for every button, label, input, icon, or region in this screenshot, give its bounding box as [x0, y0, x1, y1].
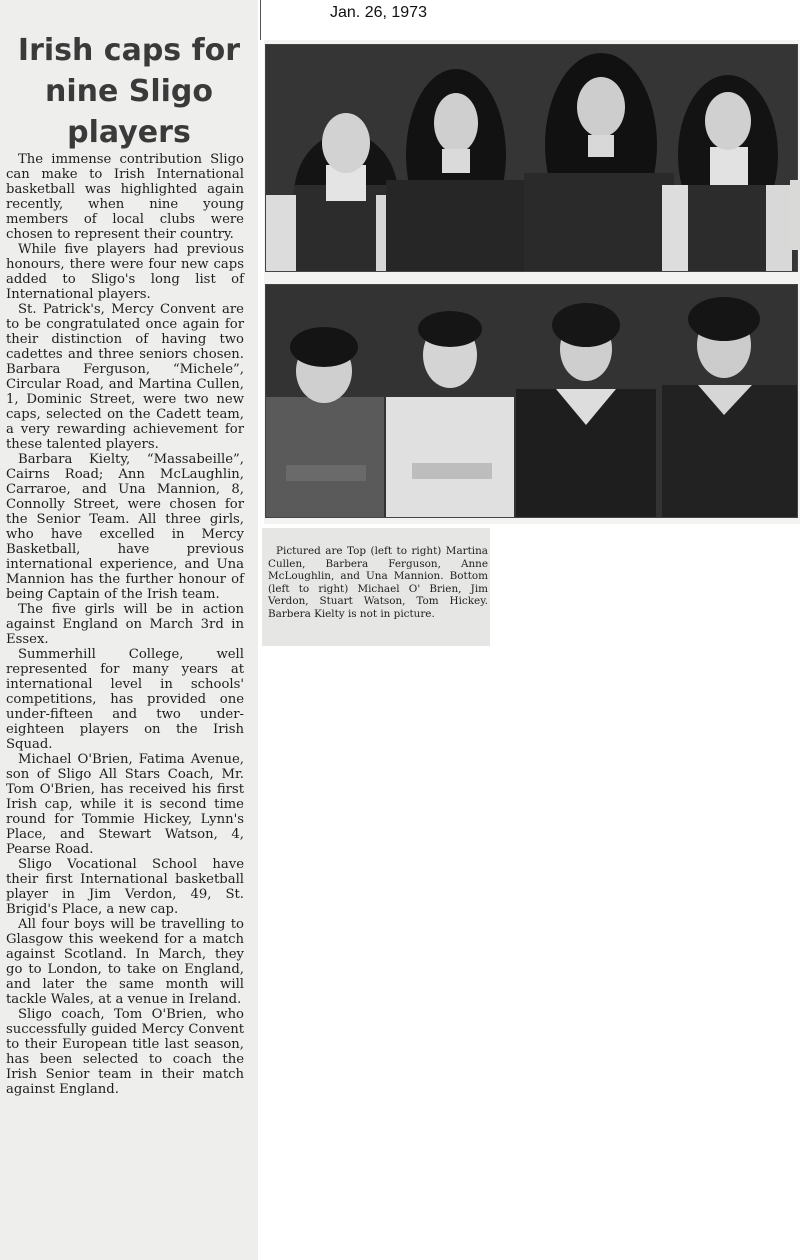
clipping-date: Jan. 26, 1973: [330, 4, 427, 21]
adjacent-clipping-edge: [790, 180, 800, 250]
article-paragraph: St. Patrick's, Mercy Convent are to be congratulated once again for their distinction of having two cadettes and three seniors chosen. Barbara Ferguson, “Michele”, Circular Road, and Martina Cullen, 1, Dominic Street, were two new caps, selected on the Cadett team, a very rewarding achievement for these talented players.: [6, 302, 244, 452]
article-paragraph: Michael O'Brien, Fatima Avenue, son of Sligo All Stars Coach, Mr. Tom O'Brien, has received his first Irish cap, while it is second time round for Tommie Hickey, Lynn's Place, and Stewart Watson, 4, Pearse Road.: [6, 752, 244, 857]
team-photo-girls: [265, 44, 798, 272]
article-paragraph: The five girls will be in action against England on March 3rd in Essex.: [6, 602, 244, 647]
article-paragraph: Barbara Kielty, “Massabeille”, Cairns Road; Ann McLaughlin, Carraroe, and Una Mannion, 8, Connolly Street, were chosen for the Senior Team. All three girls, who have excelled in Mercy Basketball, have previous international experience, and Una Mannion has the further honour of being Captain of the Irish team.: [6, 452, 244, 602]
photo-caption: Pictured are Top (left to right) Martina Cullen, Barbera Ferguson, Anne McLoughlin, and Una Mannion. Bottom (left to right) Michael O' Brien, Jim Verdon, Stuart Watson, Tom Hickey. Barbera Kielty is not in picture.: [268, 545, 488, 620]
article-paragraph: Sligo Vocational School have their first International basketball player in Jim Verdon, 49, St. Brigid's Place, a new cap.: [6, 857, 244, 917]
article-body: [6, 152, 244, 1097]
article-paragraph: The immense contribution Sligo can make to Irish International basketball was highlighted again recently, when nine young members of local clubs were chosen to represent their country.: [6, 152, 244, 242]
article-paragraph: While five players had previous honours, there were four new caps added to Sligo's long list of International players.: [6, 242, 244, 302]
article-paragraph: Summerhill College, well represented for many years at international level in schools' competitions, has provided one under-fifteen and two under-eighteen players on the Irish Squad.: [6, 647, 244, 752]
headline: Irish caps for nine Sligo players: [17, 33, 241, 150]
column-rule: [260, 0, 261, 40]
article-paragraph: Sligo coach, Tom O'Brien, who successfully guided Mercy Convent to their European title last season, has been selected to coach the Irish Senior team in their match against England.: [6, 1007, 244, 1097]
team-photo-boys: [265, 284, 798, 518]
article-paragraph: All four boys will be travelling to Glasgow this weekend for a match against Scotland. In March, they go to London, to take on England, and later the same month will tackle Wales, at a venue in Ireland.: [6, 917, 244, 1007]
